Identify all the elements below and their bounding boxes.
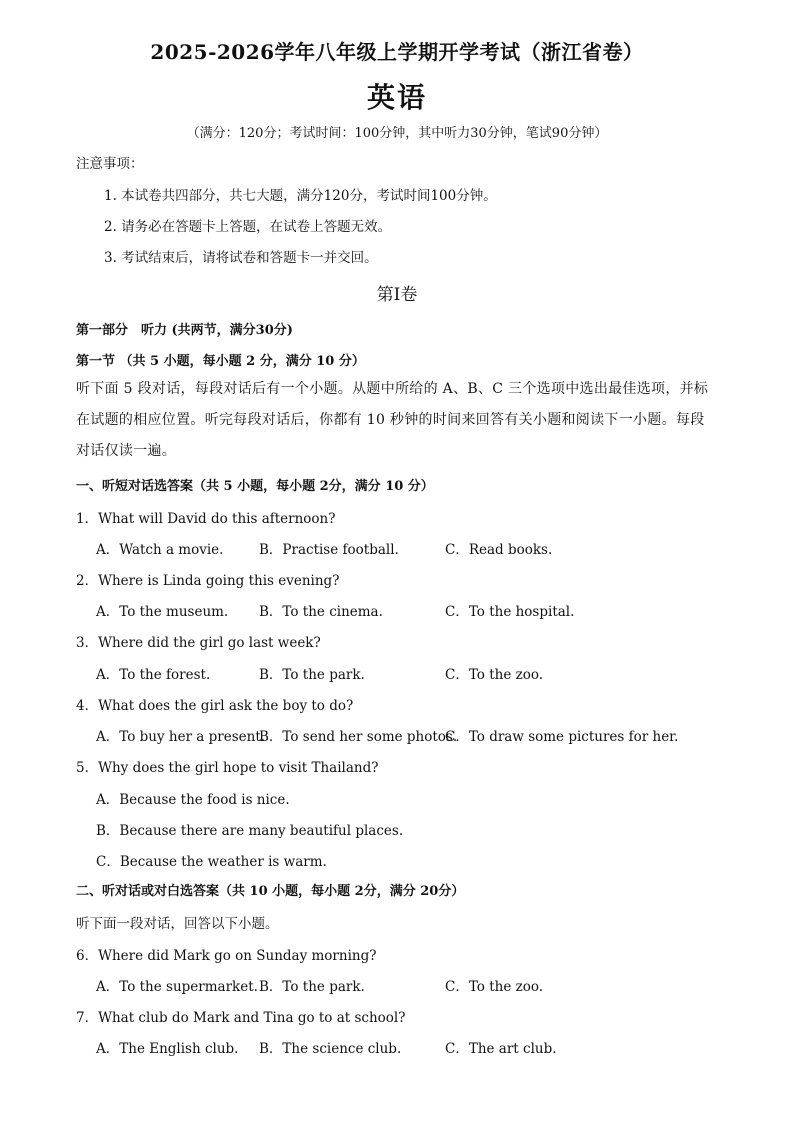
q1-option-c: C．Read books. (445, 542, 553, 558)
q7-option-a: A．The English club. (96, 1041, 239, 1057)
q4-option-b: B．To send her some photos. (259, 729, 458, 745)
question-2: 2．Where is Linda going this evening? (76, 573, 340, 589)
score-info: （满分：120分；考试时间：100分钟，其中听力30分钟，笔试90分钟） (186, 126, 608, 141)
volume-title: 第Ⅰ卷 (376, 285, 418, 305)
q3-option-a: A．To the forest. (96, 667, 211, 683)
q5-option-a: A．Because the food is nice. (96, 792, 290, 808)
question-5: 5．Why does the girl hope to visit Thailand? (76, 760, 379, 776)
q4-option-a: A．To buy her a present. (96, 729, 266, 745)
q3-option-c: C．To the zoo. (445, 667, 544, 683)
q6-option-a: A．To the supermarket. (96, 979, 258, 995)
q1-option-b: B．Practise football. (259, 542, 399, 558)
question-3: 3．Where did the girl go last week? (76, 635, 321, 651)
q5-option-b: B．Because there are many beautiful places. (96, 823, 404, 839)
notice-item-3: 3. 考试结束后，请将试卷和答题卡一并交回。 (104, 250, 378, 266)
question-1: 1．What will David do this afternoon? (76, 511, 336, 527)
notice-item-1: 1. 本试卷共四部分，共七大题，满分120分，考试时间100分钟。 (104, 188, 497, 204)
q1-option-a: A．Watch a movie. (96, 542, 224, 558)
q3-option-b: B．To the park. (259, 667, 365, 683)
subject-title: 英语 (366, 81, 427, 114)
q7-option-c: C．The art club. (445, 1041, 557, 1057)
q2-option-b: B．To the cinema. (259, 604, 383, 620)
listening-instructions: 听下面 5 段对话，每段对话后有一个小题。从题中所给的 A、B、C 三个选项中选出最佳选项，并标在试题的相应位置。听完每段对话后，你都有 10 秒钟的时间来回答有关小题和阅读下一小题。每段对话仅读一遍。 (76, 381, 709, 459)
sectionB-heading: 二、听对话或对白选答案（共 10 小题，每小题 2分，满分 20分） (76, 884, 465, 899)
question-6: 6．Where did Mark go on Sunday morning? (76, 948, 377, 964)
q2-option-a: A．To the museum. (96, 604, 229, 620)
q6-option-c: C．To the zoo. (445, 979, 544, 995)
exam-title: 2025-2026学年八年级上学期开学考试（浙江省卷） (150, 40, 644, 64)
question-7: 7．What club do Mark and Tina go to at school? (76, 1010, 406, 1026)
question-4: 4．What does the girl ask the boy to do? (76, 698, 354, 714)
q4-option-c: C．To draw some pictures for her. (445, 729, 679, 745)
q7-option-b: B．The science club. (259, 1041, 402, 1057)
q5-option-c: C．Because the weather is warm. (96, 854, 327, 870)
notice-item-2: 2. 请务必在答题卡上答题，在试卷上答题无效。 (104, 219, 392, 235)
notice-heading: 注意事项： (76, 156, 144, 172)
sectionB-instruction: 听下面一段对话，回答以下小题。 (76, 916, 279, 932)
sectionA-heading: 一、听短对话选答案（共 5 小题，每小题 2分，满分 10 分） (76, 479, 434, 494)
q2-option-c: C．To the hospital. (445, 604, 575, 620)
section1-heading: 第一节 （共 5 小题，每小题 2 分，满分 10 分） (76, 354, 365, 369)
q6-option-b: B．To the park. (259, 979, 365, 995)
part1-heading: 第一部分 听力 (共两节，满分30分) (76, 323, 293, 338)
